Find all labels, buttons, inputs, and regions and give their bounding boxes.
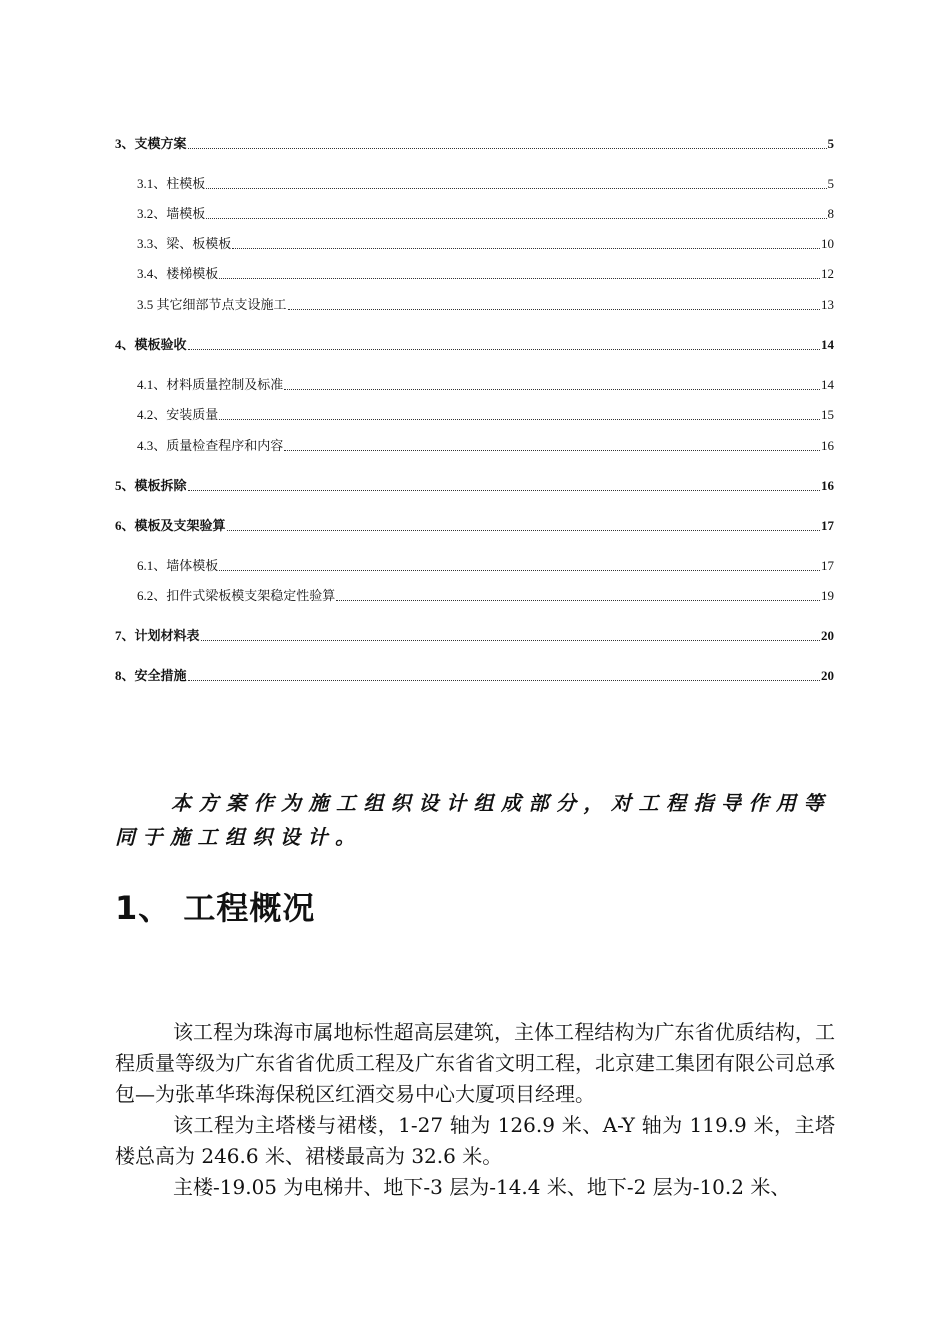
toc-leader-dots (284, 389, 820, 390)
toc-leader-dots (288, 309, 820, 310)
toc-entry-4[interactable] (115, 331, 834, 353)
toc-entry-3-1[interactable] (115, 170, 834, 192)
toc-entry-label: 4.3、质量检查程序和内容 (137, 438, 284, 453)
toc-entry-4-3[interactable] (115, 432, 834, 454)
section-heading: 1、 工程概况 (115, 889, 316, 927)
toc-entry-page: 17 (821, 558, 834, 573)
toc-entry-page: 16 (821, 478, 834, 493)
toc-entry-label: 3、支模方案 (115, 136, 187, 151)
toc-leader-dots (206, 218, 826, 219)
body-paragraph: 主楼-19.05 为电梯井、地下-3 层为-14.4 米、地下-2 层为-10.2 米、 (173, 1175, 791, 1199)
toc-entry-6[interactable] (115, 512, 834, 534)
toc-entry-page: 20 (821, 628, 834, 643)
toc-leader-dots (188, 680, 820, 681)
toc-entry-page: 17 (821, 518, 834, 533)
toc-entry-page: 8 (827, 206, 834, 221)
toc-entry-6-1[interactable] (115, 552, 834, 574)
toc-leader-dots (219, 278, 820, 279)
body-paragraph: 该工程为主塔楼与裙楼，1-27 轴为 126.9 米、A-Y 轴为 119.9 米，主塔楼总高为 246.6 米、裙楼最高为 32.6 米。 (115, 1113, 835, 1168)
toc-leader-dots (188, 349, 820, 350)
toc-entry-page: 5 (827, 176, 834, 191)
toc-entry-label: 4、模板验收 (115, 337, 187, 352)
toc-entry-label: 8、安全措施 (115, 668, 187, 683)
toc-entry-page: 20 (821, 668, 834, 683)
toc-leader-dots (227, 530, 820, 531)
toc-entry-label: 3.1、柱模板 (137, 176, 206, 191)
section-body (115, 1017, 835, 1203)
toc-leader-dots (219, 570, 820, 571)
toc-entry-4-2[interactable] (115, 401, 834, 423)
toc-entry-3[interactable] (115, 130, 834, 152)
toc-entry-3-3[interactable] (115, 230, 834, 252)
toc-leader-dots (284, 450, 820, 451)
toc-entry-8[interactable] (115, 662, 834, 684)
toc-leader-dots (188, 148, 827, 149)
toc-entry-page: 19 (821, 588, 834, 603)
toc-entry-3-5[interactable] (115, 291, 834, 313)
toc-entry-label: 3.5 其它细部节点支设施工 (137, 297, 287, 312)
toc-entry-4-1[interactable] (115, 371, 834, 393)
toc-leader-dots (336, 600, 820, 601)
toc-entry-page: 15 (821, 407, 834, 422)
toc-entry-6-2[interactable] (115, 582, 834, 604)
toc-entry-page: 12 (821, 266, 834, 281)
toc-entry-3-2[interactable] (115, 200, 834, 222)
toc-entry-label: 4.2、安装质量 (137, 407, 219, 422)
toc-leader-dots (188, 490, 820, 491)
toc-entry-page: 14 (821, 377, 834, 392)
toc-leader-dots (232, 248, 820, 249)
toc-entry-label: 3.2、墙模板 (137, 206, 206, 221)
toc-entry-label: 6、模板及支架验算 (115, 518, 226, 533)
body-paragraph: 该工程为珠海市属地标性超高层建筑，主体工程结构为广东省优质结构，工程质量等级为广东省省优质工程及广东省省文明工程，北京建工集团有限公司总承包—为张革华珠海保税区红酒交易中心大厦项目经理。 (115, 1020, 835, 1106)
scheme-note: 本方案作为施工组织设计组成部分，对工程指导作用等同于施工组织设计。 (115, 791, 831, 849)
toc-entry-label: 4.1、材料质量控制及标准 (137, 377, 284, 392)
toc-entry-page: 5 (827, 136, 834, 151)
toc-entry-label: 3.3、梁、板模板 (137, 236, 232, 251)
toc-entry-label: 3.4、楼梯模板 (137, 266, 219, 281)
toc-leader-dots (219, 419, 820, 420)
toc-entry-3-4[interactable] (115, 260, 834, 282)
toc-entry-7[interactable] (115, 622, 834, 644)
toc-leader-dots (201, 640, 820, 641)
toc-entry-label: 5、模板拆除 (115, 478, 187, 493)
toc-entry-page: 13 (821, 297, 834, 312)
toc-entry-label: 6.2、扣件式梁板模支架稳定性验算 (137, 588, 336, 603)
toc-leader-dots (206, 188, 826, 189)
toc-entry-5[interactable] (115, 472, 834, 494)
toc-entry-page: 10 (821, 236, 834, 251)
toc-entry-page: 14 (821, 337, 834, 352)
toc-entry-label: 7、计划材料表 (115, 628, 200, 643)
toc-entry-page: 16 (821, 438, 834, 453)
toc-entry-label: 6.1、墙体模板 (137, 558, 219, 573)
